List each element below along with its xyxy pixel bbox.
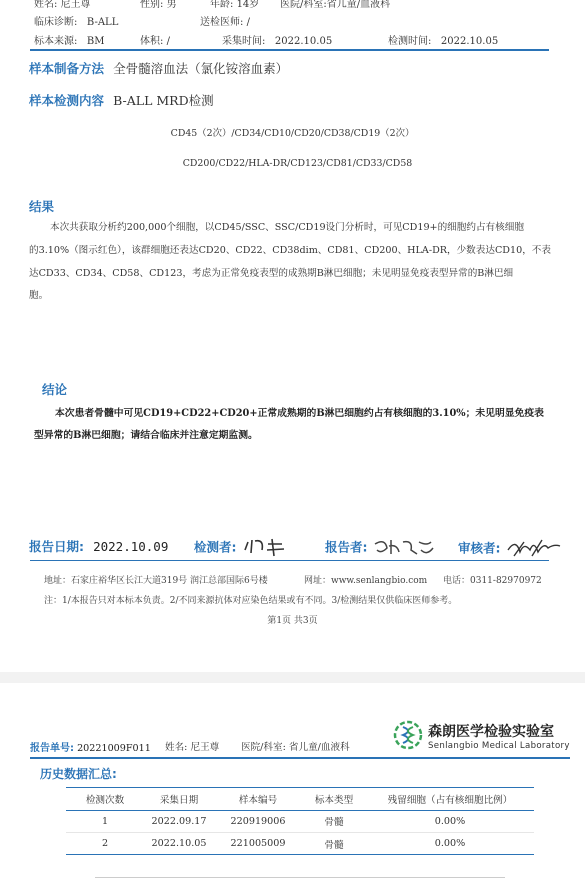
page2-patient-name: 姓名: 尼王尊 xyxy=(165,742,220,753)
lab-phone: 电话：0311-82970972 xyxy=(443,576,542,586)
header-divider xyxy=(30,49,549,51)
reporter-handwritten-signature xyxy=(373,536,435,558)
cell-type: 骨髓 xyxy=(324,817,344,829)
conclusion-text-line-2: 型异常的B淋巴细胞；请结合临床并注意定期监测。 xyxy=(34,430,258,441)
col-header-date: 采集日期 xyxy=(159,794,199,806)
submitting-doctor: 送检医师: / xyxy=(200,17,250,28)
conclusion-text-line-1: 本次患者骨髓中可见CD19+CD22+CD20+正常成熟期的B淋巴细胞约占有核细胞的3.10%；未见明显免疫表 xyxy=(55,408,544,419)
tester-signature: 检测者: xyxy=(194,536,288,558)
history-heading: 历史数据汇总: xyxy=(40,767,117,781)
antibody-panel-line-2: CD200/CD22/HLA-DR/CD123/CD81/CD33/CD58 xyxy=(182,158,413,169)
patient-name: 姓名: 尼王尊 xyxy=(34,0,91,10)
report-number: 报告单号: 20221009F011 xyxy=(30,743,151,754)
reviewer-signature: 审核者: xyxy=(458,536,562,560)
cell-count: 2 xyxy=(101,838,109,849)
clinical-diagnosis: 临床诊断: B-ALL xyxy=(34,17,119,28)
table-row xyxy=(66,833,534,855)
report-date: 报告日期: 2022.10.09 xyxy=(29,539,169,554)
lab-name: 森朗医学检验实验室 xyxy=(428,724,554,740)
table-row xyxy=(66,811,534,833)
footer-divider xyxy=(30,560,549,561)
conclusion-heading: 结论 xyxy=(42,382,68,397)
col-header-sample-id: 样本编号 xyxy=(238,794,278,806)
reporter-signature: 报告者: xyxy=(325,536,435,558)
report-note: 注：1/本报告只对本标本负责。2/不同来源抗体对应染色结果或有不同。3/检测结果仅供临床医师参考。 xyxy=(44,596,458,606)
col-header-count: 检测次数 xyxy=(85,794,125,806)
result-text-line-1: 本次共获取分析约200,000个细胞，以CD45/SSC、SSC/CD19设门分析时，可见CD19+的细胞约占有核细胞 xyxy=(50,222,524,233)
cell-sample-id: 220919006 xyxy=(230,815,286,827)
cell-sample-id: 221005009 xyxy=(230,838,286,849)
col-header-residual: 残留细胞（占有核细胞比例） xyxy=(387,794,513,806)
test-time: 检测时间: 2022.10.05 xyxy=(388,36,499,47)
antibody-panel-line-1: CD45（2次）/CD34/CD10/CD20/CD38/CD19（2次） xyxy=(170,128,415,139)
cell-date: 2022.10.05 xyxy=(151,838,207,849)
result-heading: 结果 xyxy=(29,199,55,214)
reviewer-handwritten-signature xyxy=(506,536,562,560)
col-header-type: 标本类型 xyxy=(314,794,354,806)
lab-name-english: Senlangbio Medical Laboratory xyxy=(428,741,570,751)
history-table-header xyxy=(66,788,534,810)
lab-logo xyxy=(392,719,424,755)
report-page-2 xyxy=(0,683,585,883)
patient-sex: 性别: 男 xyxy=(140,0,177,10)
lab-website: 网址：www.senlangbio.com xyxy=(304,576,428,586)
patient-age: 年龄: 14岁 xyxy=(210,0,260,10)
hospital-dept: 医院/科室:省儿童/血液科 xyxy=(280,0,391,10)
result-text-line-2: 的3.10%（图示红色），该群细胞还表达CD20、CD22、CD38dim、CD81、CD200、HLA-DR，少数表达CD10，不表 xyxy=(29,245,551,256)
specimen-source: 标本来源: BM xyxy=(34,36,105,47)
lab-address: 地址：石家庄裕华区长江大道319号 润江总部国际6号楼 xyxy=(44,576,268,586)
collection-time: 采集时间: 2022.10.05 xyxy=(222,36,333,47)
result-text-line-4: 胞。 xyxy=(29,290,49,301)
cell-residual: 0.00% xyxy=(434,815,466,827)
cell-count: 1 xyxy=(101,815,109,827)
page-number: 第1页 共3页 xyxy=(267,616,318,626)
specimen-volume: 体积: / xyxy=(140,36,170,47)
page2-header-divider xyxy=(30,757,570,759)
next-section-divider xyxy=(95,877,505,878)
page2-hospital-dept: 医院/科室: 省儿童/血液科 xyxy=(241,742,350,753)
detection-content: 样本检测内容 B-ALL MRD检测 xyxy=(29,93,214,108)
prep-method: 样本制备方法 全骨髓溶血法（氯化铵溶血素） xyxy=(29,61,289,76)
history-table xyxy=(66,787,534,855)
cell-type: 骨髓 xyxy=(324,839,344,851)
cell-date: 2022.09.17 xyxy=(151,815,207,827)
cell-residual: 0.00% xyxy=(434,838,466,849)
result-text-line-3: 达CD33、CD34、CD58、CD123，考虑为正常免疫表型的成熟期B淋巴细胞；未见明显免疫表型异常的B淋巴细 xyxy=(29,268,514,279)
tester-handwritten-signature xyxy=(242,536,288,558)
dna-circle-logo-icon xyxy=(392,719,424,751)
